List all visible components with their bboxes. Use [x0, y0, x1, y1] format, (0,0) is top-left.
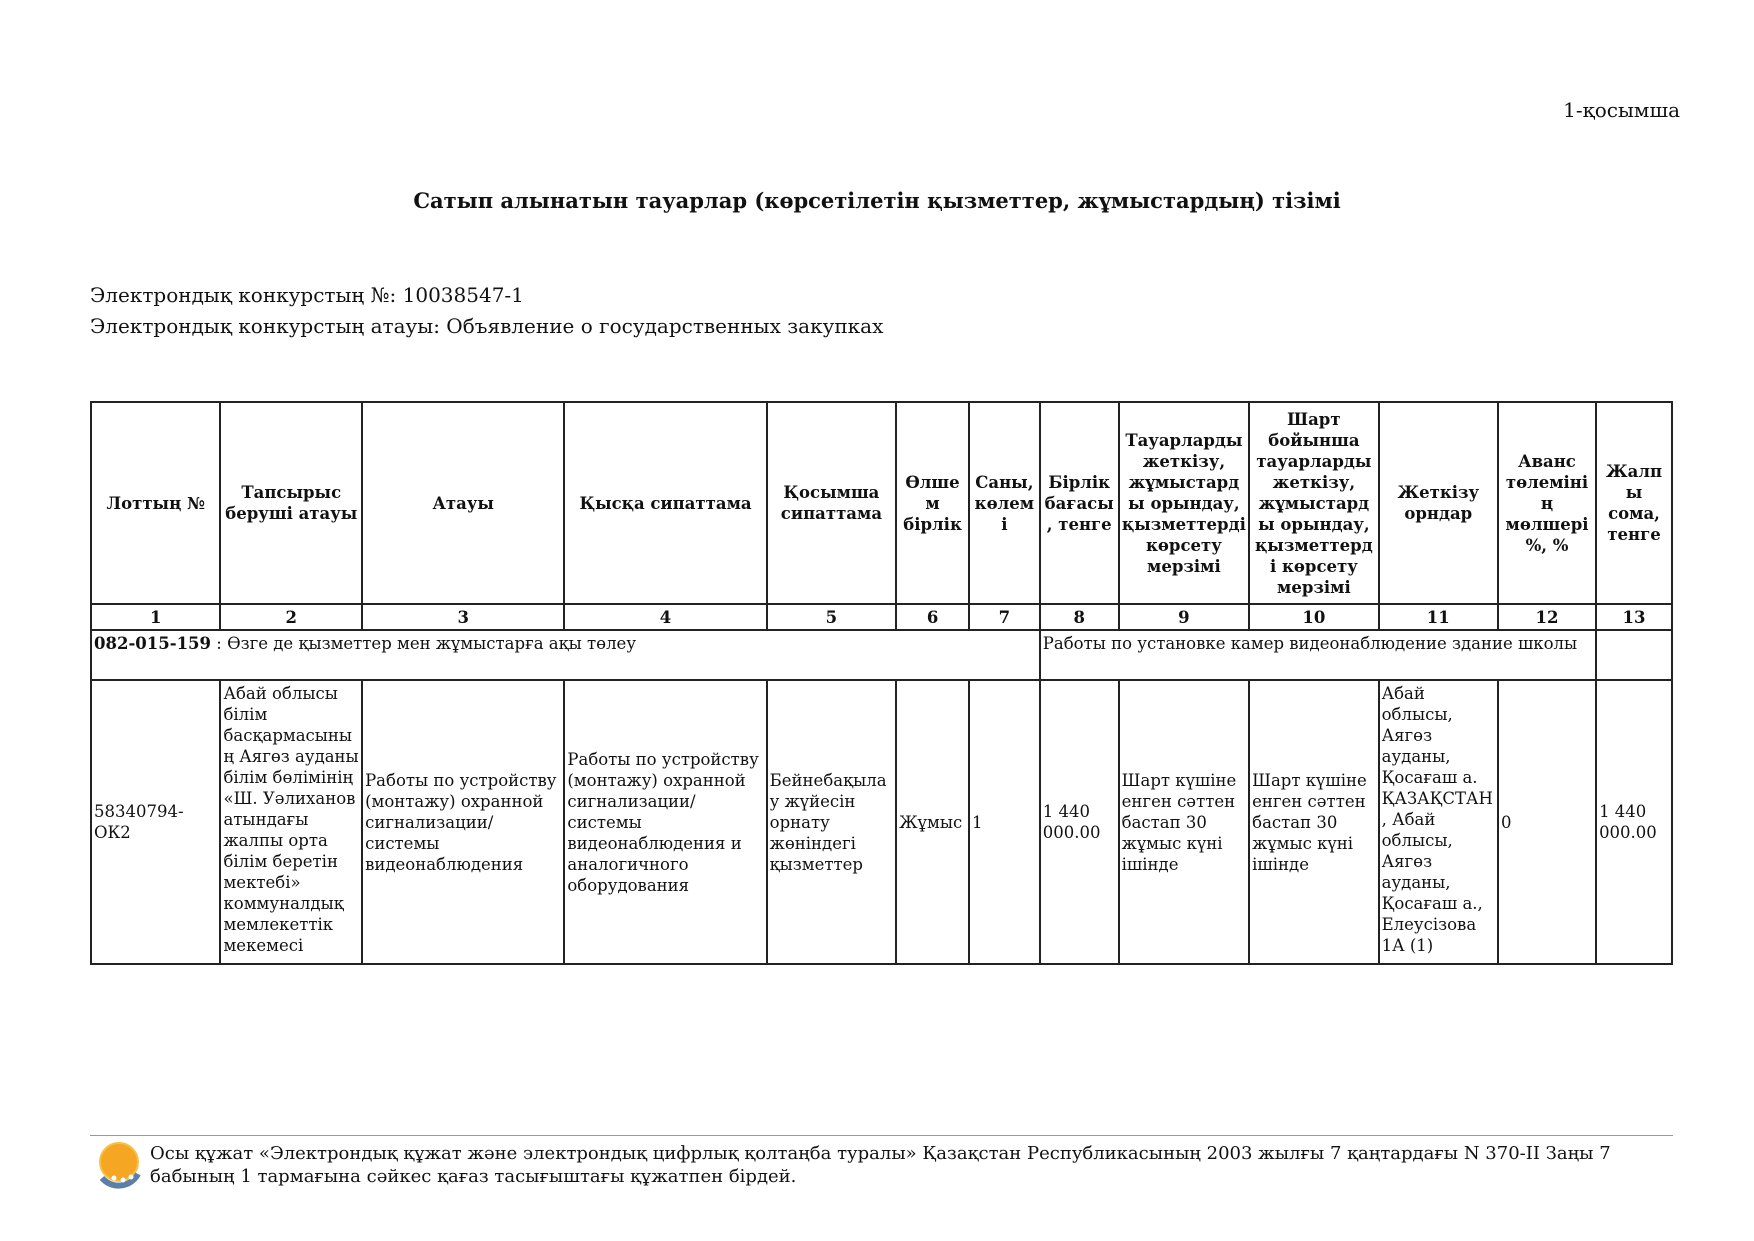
document-title: Сатып алынатын тауарлар (көрсетілетін қызметтер, жұмыстардың) тізімі — [413, 188, 1341, 213]
table-row — [91, 680, 1672, 964]
footer — [90, 1140, 1673, 1200]
column-number: 2 — [220, 604, 362, 630]
tender-info — [90, 280, 883, 342]
tender-number-line — [90, 280, 883, 311]
legal-notice: Осы құжат «Электрондық құжат және электрондық цифрлық қолтаңба туралы» Қазақстан Республикасының 2003 жылғы 7 қаңтардағы N 370-II Заңы 7 бабының 1 тармағына сәйкес қағаз тасығыштағы құжатпен бірдей. — [150, 1143, 1611, 1187]
tender-number-value: 10038547-1 — [402, 283, 524, 307]
column-number: 8 — [1040, 604, 1119, 630]
tender-number-label: Электрондық конкурстың №: — [90, 283, 397, 307]
header-name: Атауы — [362, 402, 564, 604]
column-number: 4 — [564, 604, 766, 630]
header-unit: Өлшем бірлік — [896, 402, 969, 604]
column-number: 10 — [1249, 604, 1378, 630]
column-number: 12 — [1498, 604, 1596, 630]
appendix-label: 1-қосымша — [1563, 98, 1680, 122]
budget-section-row — [91, 630, 1672, 680]
name-cell: Работы по устройству (монтажу) охранной сигнализации/системы видеонаблюдения — [362, 680, 564, 964]
budget-section-empty — [1596, 630, 1672, 680]
budget-program-code: 082-015-159 — [94, 634, 212, 653]
short-description-cell: Работы по устройству (монтажу) охранной сигнализации/системы видеонаблюдения и аналогичного оборудования — [564, 680, 766, 964]
header-delivery-place: Жеткізу орндар — [1379, 402, 1498, 604]
unit-cell: Жұмыс — [896, 680, 969, 964]
lots-table — [90, 401, 1673, 965]
advance-cell: 0 — [1498, 680, 1596, 964]
egov-seal-icon — [94, 1140, 144, 1190]
contract-term-cell: Шарт күшіне енген сәттен бастап 30 жұмыс күні ішінде — [1249, 680, 1378, 964]
delivery-term-cell: Шарт күшіне енген сәттен бастап 30 жұмыс күні ішінде — [1119, 680, 1249, 964]
budget-program-cell — [91, 630, 1040, 680]
total-cell: 1 440 000.00 — [1596, 680, 1672, 964]
table-header-row — [91, 402, 1672, 604]
header-total: Жалпы сома, тенге — [1596, 402, 1672, 604]
delivery-place-cell: Абай облысы, Аягөз ауданы, Қосағаш а. ҚАЗАҚСТАН, Абай облысы, Аягөз ауданы, Қосағаш а., Елеусізова 1А (1) — [1379, 680, 1498, 964]
extra-description-cell: Бейнебақылау жүйесін орнату жөніндегі қызметтер — [767, 680, 896, 964]
header-lot-number: Лоттың № — [91, 402, 220, 604]
tender-name-value: Объявление о государственных закупках — [446, 314, 884, 338]
unit-price-cell: 1 440 000.00 — [1040, 680, 1119, 964]
lot-number-cell: 58340794-ОК2 — [91, 680, 220, 964]
header-quantity: Саны, көлемі — [969, 402, 1040, 604]
column-number: 9 — [1119, 604, 1249, 630]
header-advance: Аванс төлемінің мөлшері %, % — [1498, 402, 1596, 604]
header-unit-price: Бірлік бағасы, тенге — [1040, 402, 1119, 604]
header-delivery-term: Тауарларды жеткізу, жұмыстарды орындау, қызметтерді көрсету мерзімі — [1119, 402, 1249, 604]
header-contract-term: Шарт бойынша тауарларды жеткізу, жұмыстарды орындау, қызметтерді көрсету мерзімі — [1249, 402, 1378, 604]
budget-program-description: Өзге де қызметтер мен жұмыстарға ақы төлеу — [227, 634, 637, 653]
quantity-cell: 1 — [969, 680, 1040, 964]
column-number: 11 — [1379, 604, 1498, 630]
footer-divider — [90, 1135, 1673, 1136]
customer-cell: Абай облысы білім басқармасының Аягөз ауданы білім бөлімінің «Ш. Уәлиханов атындағы жалпы орта білім беретін мектебі» коммуналдық мемлекеттік мекемесі — [220, 680, 362, 964]
budget-section-note: Работы по установке камер видеонаблюдение здание школы — [1040, 630, 1596, 680]
column-number: 3 — [362, 604, 564, 630]
header-customer: Тапсырыс беруші атауы — [220, 402, 362, 604]
tender-name-label: Электрондық конкурстың атауы: — [90, 314, 440, 338]
column-number: 1 — [91, 604, 220, 630]
column-number: 5 — [767, 604, 896, 630]
budget-program-separator: : — [211, 634, 228, 653]
header-short-description: Қысқа сипаттама — [564, 402, 766, 604]
column-number: 7 — [969, 604, 1040, 630]
header-extra-description: Қосымша сипаттама — [767, 402, 896, 604]
column-number: 13 — [1596, 604, 1672, 630]
column-number: 6 — [896, 604, 969, 630]
tender-name-line — [90, 311, 883, 342]
column-number-row — [91, 604, 1672, 630]
